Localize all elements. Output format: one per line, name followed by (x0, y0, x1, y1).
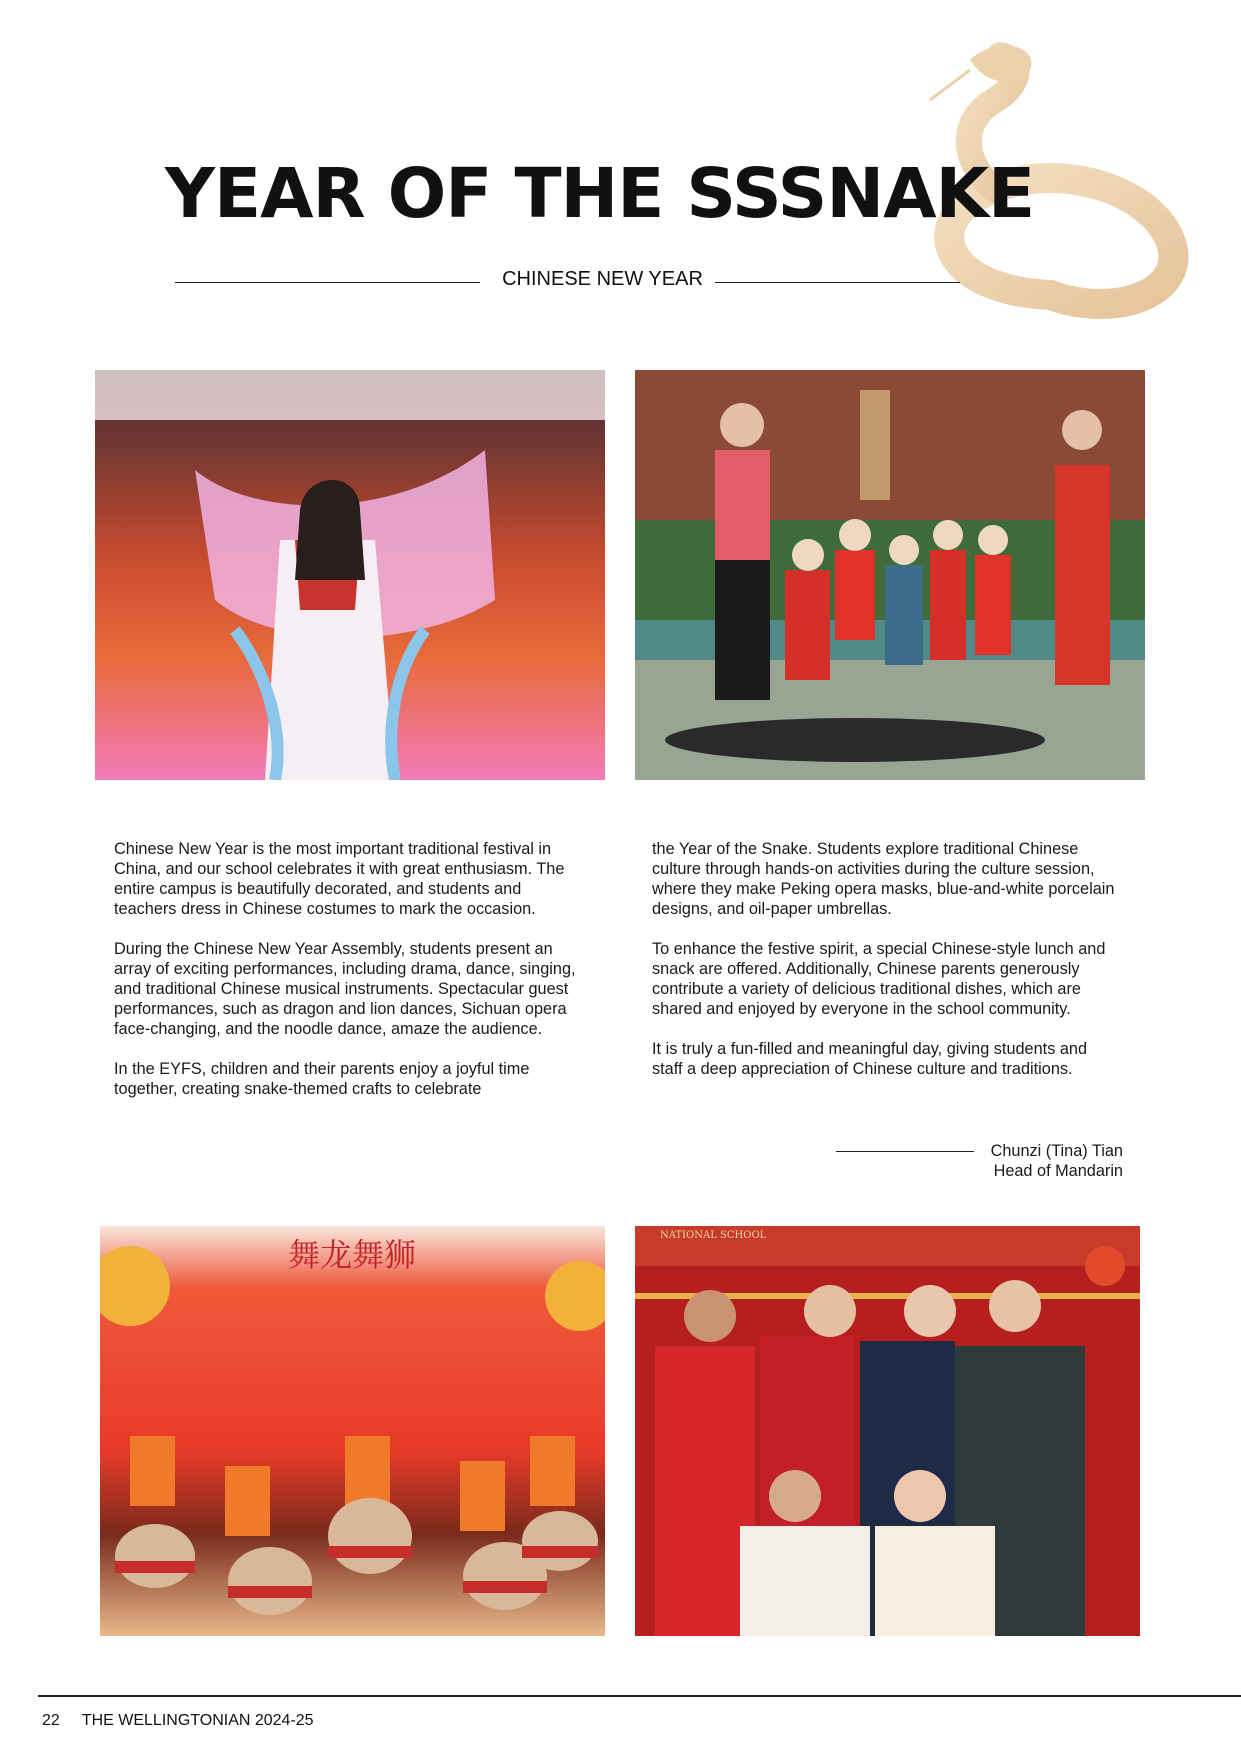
section-subtitle: CHINESE NEW YEAR (502, 268, 703, 290)
article-column-left (114, 839, 584, 1119)
publication-name: THE WELLINGTONIAN 2024-25 (81, 1712, 314, 1729)
article-paragraph: the Year of the Snake. Students explore traditional Chinese culture through hands-on activities during the culture session, where they make Peking opera masks, blue-and-white porcelain designs, and oil-paper umbrellas. (652, 840, 1115, 918)
page-number: 22 (42, 1712, 60, 1729)
footer-rule (38, 1695, 1241, 1697)
signature-rule (836, 1151, 974, 1152)
author-name: Chunzi (Tina) Tian (990, 1142, 1123, 1160)
article-paragraph: In the EYFS, children and their parents enjoy a joyful time together, creating snake-themed crafts to celebrate (114, 1060, 530, 1098)
drum-banner-text: 舞龙舞狮 (287, 1236, 417, 1274)
page-title: YEAR OF THE SSSNAKE (165, 154, 1035, 234)
article-column-right (652, 839, 1122, 1099)
photo-dance-performance (95, 370, 605, 780)
photo-children-parade (635, 370, 1145, 780)
article-paragraph: Chinese New Year is the most important traditional festival in China, and our school celebrates it with great enthusiasm. The entire campus is beautifully decorated, and students and teachers dress in Chinese costumes to mark the occasion. (114, 840, 565, 918)
author-signature (991, 1141, 1123, 1181)
page-footer (42, 1712, 336, 1730)
author-role: Head of Mandarin (993, 1162, 1123, 1180)
backdrop-text: NATIONAL SCHOOL (660, 1230, 767, 1241)
article-paragraph: To enhance the festive spirit, a special Chinese-style lunch and snack are offered. Additionally, Chinese parents generously contribute a variety of delicious traditional dishes, which are shared and enjoyed by everyone in the school community. (652, 940, 1106, 1018)
subtitle-rule-left (175, 282, 480, 283)
photo-students-group (635, 1226, 1140, 1636)
article-paragraph: During the Chinese New Year Assembly, students present an array of exciting performances, including drama, dance, singing, and traditional Chinese musical instruments. Spectacular guest performances, such as dragon and lion dances, Sichuan opera face-changing, and the noodle dance, amaze the audience. (114, 940, 576, 1038)
article-paragraph: It is truly a fun-filled and meaningful day, giving students and staff a deep appreciation of Chinese culture and traditions. (652, 1040, 1088, 1078)
photo-drum-performance (100, 1226, 605, 1636)
subtitle-rule-right (715, 282, 960, 283)
